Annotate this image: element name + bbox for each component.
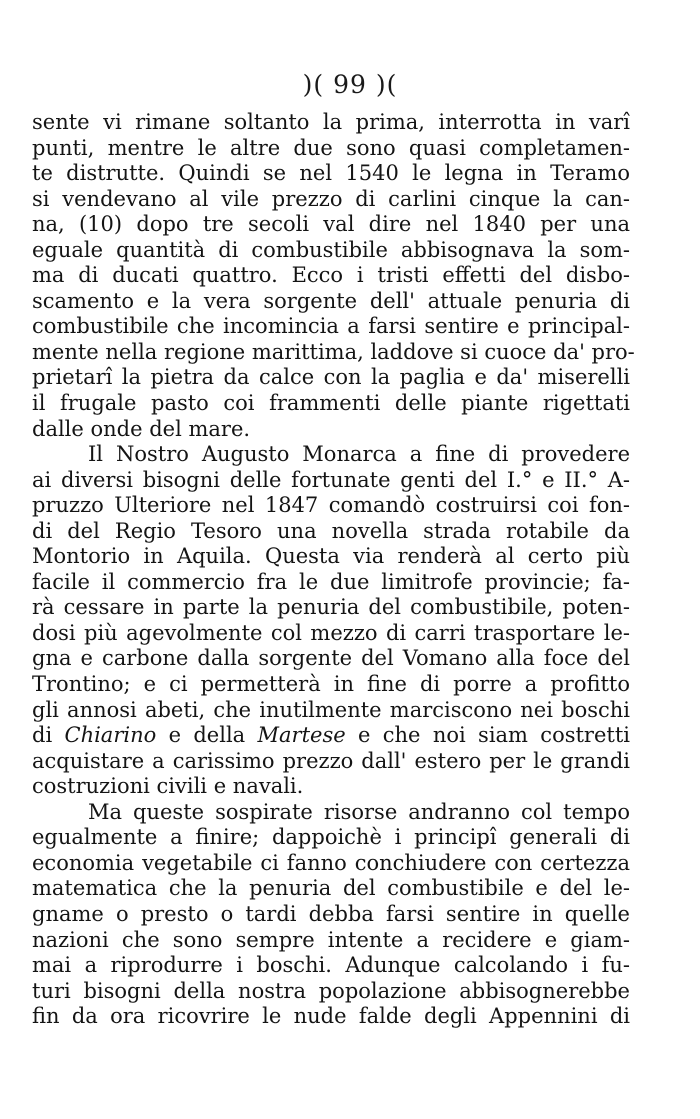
text-line: sente vi rimane soltanto la prima, interrotta in varî [32, 110, 630, 134]
text-line: prietarî la pietra da calce con la paglia e da' miserelli [32, 365, 630, 390]
page-number: )( 99 )( [302, 70, 398, 99]
text-line: dalle onde del mare. [32, 416, 251, 441]
text-line: te distrutte. Quindi se nel 1540 le legna in Teramo [32, 161, 630, 186]
text-line: Ma queste sospirate risorse andranno col tempo [88, 799, 630, 824]
text-line: acquistare a carissimo prezzo dall' estero per le grandi [32, 748, 630, 773]
text-line: pruzzo Ulteriore nel 1847 comandò costruirsi coi fon- [32, 493, 630, 518]
text-line: costruzioni civili e navali. [32, 774, 304, 799]
text-line: fin da ora ricovrire le nude falde degli Appennini di [32, 1004, 630, 1029]
text-line: si vendevano al vile prezzo di carlini cinque la can- [32, 186, 630, 211]
text-line: nazioni che sono sempre intente a recidere e giam- [32, 927, 630, 952]
text-line: egualmente a finire; dappoichè i principî generali di [32, 825, 630, 850]
text-line: dosi più agevolmente col mezzo di carri trasportare le- [32, 620, 630, 645]
text-line: mente nella regione marittima, laddove si cuoce da' pro- [32, 339, 635, 364]
text-line: Montorio in Aquila. Questa via renderà al certo più [32, 544, 630, 569]
text-line: Il Nostro Augusto Monarca a fine di provedere [88, 442, 630, 467]
place-name: Chiarino [64, 723, 157, 748]
text-line: Trontino; e ci permetterà in fine di porre a profitto [32, 672, 630, 697]
text-line: combustibile che incomincia a farsi sentire e principal- [32, 314, 630, 339]
text-line: il frugale pasto coi frammenti delle piante rigettati [32, 391, 630, 416]
paragraph-3 [32, 800, 630, 1030]
text-line: turi bisogni della nostra popolazione abbisognerebbe [32, 978, 630, 1003]
text-line: ai diversi bisogni delle fortunate genti del I.° e II.° A- [32, 467, 630, 492]
text-line: di del Regio Tesoro una novella strada rotabile da [32, 518, 630, 543]
text-line: gna e carbone dalla sorgente del Vomano alla foce del [32, 646, 630, 671]
text-line: di Chiarino e della Martese e che noi siam costretti [32, 723, 630, 748]
text-line: ma di ducati quattro. Ecco i tristi effetti del disbo- [32, 263, 630, 288]
text-line: facile il commercio fra le due limitrofe provincie; fa- [32, 569, 630, 594]
text-line: mai a riprodurre i boschi. Adunque calcolando i fu- [32, 953, 630, 978]
text-line: scamento e la vera sorgente dell' attuale penuria di [32, 288, 630, 313]
text-line: gname o presto o tardi debba farsi sentire in quelle [32, 901, 630, 926]
text-line: na, (10) dopo tre secoli val dire nel 1840 per una [32, 212, 630, 237]
body-text [32, 110, 635, 1030]
paragraph-1 [32, 110, 635, 442]
text-line: punti, mentre le altre due sono quasi completamen- [32, 135, 630, 160]
text-line: eguale quantità di combustibile abbisognava la som- [32, 237, 630, 262]
text-line: gli annosi abeti, che inutilmente marciscono nei boschi [32, 697, 630, 722]
text-line: matematica che la penuria del combustibile e del le- [32, 876, 630, 901]
text-line: rà cessare in parte la penuria del combustibile, poten- [32, 595, 630, 620]
text-line: economia vegetabile ci fanno conchiudere con certezza [32, 850, 630, 875]
place-name: Martese [257, 723, 346, 748]
paragraph-2 [32, 442, 630, 800]
